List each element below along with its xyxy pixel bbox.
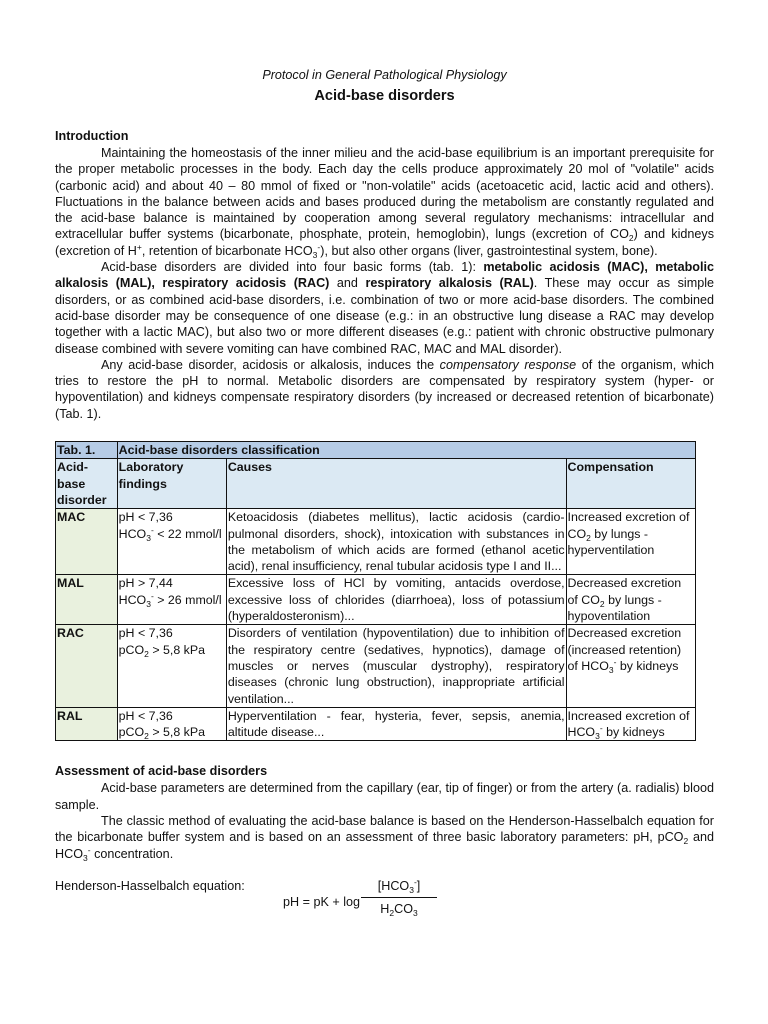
compensation-cell: Increased excretion of $HCO_3^-$ by kidneys: [566, 707, 695, 741]
equation-numerator: $[HCO_3^-]$: [377, 876, 421, 895]
lab-cell: pH < 7,36 pCO$_2$ > 5,8 kPa: [117, 707, 226, 741]
assessment-paragraph-2: The classic method of evaluating the acid-base balance is based on the Henderson-Hasselbalch equation for the bicarbonate buffer system and is based on an assessment of three basic laboratory parameters: pH, pCO$_2$ and $HCO_3^-$ concentration.: [55, 813, 715, 863]
disorder-cell: RAC: [56, 625, 118, 707]
header-compensation: Compensation: [566, 459, 695, 509]
table-label: Tab. 1.: [56, 442, 118, 459]
causes-cell: Hyperventilation - fear, hysteria, fever, sepsis, anemia, altitude disease...: [227, 708, 565, 740]
document-title: Acid-base disorders: [314, 88, 455, 104]
equation-denominator: $H_2CO_3$: [380, 901, 418, 918]
table-header-row: [56, 459, 696, 509]
assessment-heading: Assessment of acid-base disorders: [55, 764, 268, 779]
compensation-cell: Decreased excretion (increased retention) of $HCO_3^-$ by kidneys: [566, 625, 695, 707]
classification-table: [55, 441, 696, 741]
equation-label: Henderson-Hasselbalch equation:: [55, 878, 245, 893]
header-disorder: Acid-base disorder: [56, 459, 118, 509]
equation-fraction: [361, 878, 437, 917]
fraction-bar: [361, 897, 437, 898]
intro-paragraph-3: Any acid-base disorder, acidosis or alkalosis, induces the compensatory response of the organism, which tries to restore the pH to normal. Metabolic disorders are compensated by respiratory system (hyper- or hypoventilation) and kidneys compensate respiratory disorders (by increased or decreased retention of bicarbonate) (Tab. 1).: [55, 357, 715, 421]
table-row: [56, 575, 696, 625]
causes-cell: Disorders of ventilation (hypoventilation) due to inhibition of the respiratory centre (sedatives, hypnotics), damage of muscles or nerves (muscular dystrophy), respiratory diseases (chronic lung obstruction), inappropriate artificial ventilation...: [227, 626, 565, 706]
disorder-cell: MAC: [56, 509, 118, 575]
equation-block: [55, 878, 714, 938]
header-causes: Causes: [226, 459, 566, 509]
causes-cell: Excessive loss of HCl by vomiting, antacids overdose, excessive loss of chlorides (diarrhoea), loss of potassium (hyperaldosteronism)...: [227, 576, 565, 624]
table-title: Acid-base disorders classification: [117, 442, 695, 459]
document-page: [55, 66, 714, 938]
assessment-paragraph-1: Acid-base parameters are determined from the capillary (ear, tip of finger) or from the artery (a. radialis) blood sample.: [55, 781, 714, 812]
compensation-cell: Decreased excretion of $CO_2$ by lungs - hypoventilation: [566, 575, 695, 625]
equation-lhs: pH = pK + log: [283, 894, 361, 909]
header-laboratory: Laboratory findings: [117, 459, 226, 509]
lab-cell: pH > 7,44 $HCO_3^- > 26$ mmol/l: [117, 575, 226, 625]
causes-cell: Ketoacidosis (diabetes mellitus), lactic acidosis (cardio-pulmonal disorders, shock), intoxication with substances in the metabolism of which acids are formed (ethanol acetic acid), renal insufficiency, renal tubular acidosis type I and II...: [227, 510, 565, 574]
compensation-cell: Increased excretion of $CO_2$ by lungs - hyperventilation: [566, 509, 695, 575]
table-row: [56, 625, 696, 707]
intro-paragraph-1: Maintaining the homeostasis of the inner milieu and the acid-base equilibrium is an important prerequisite for the proper metabolic processes in the body. Each day the cells produce approximately 20 mol of "volatile" acids (carbonic acid) and about 40 – 80 mmol of fixed or "non-volatile" acids (acetoacetic acid, lactic acid and others). Fluctuations in the balance between acids and bases produced during the metabolism are constantly regulated and the acid-base balance is maintained by cooperation among several regulatory mechanisms: intracellular and extracellular buffer systems (bicarbonate, phosphate, protein, hemoglobin), lungs (excretion of $CO_2$) and kidneys (excretion of H+, retention of bicarbonate $HCO_3^-$), but also other organs (liver, gastrointestinal system, bone).: [55, 146, 715, 260]
table-row: [56, 509, 696, 575]
document-subtitle: Protocol in General Pathological Physiology: [262, 68, 507, 82]
lab-cell: pH < 7,36 pCO$_2$ > 5,8 kPa: [117, 625, 226, 707]
disorder-cell: RAL: [56, 707, 118, 741]
introduction-heading: Introduction: [55, 129, 129, 143]
lab-cell: pH < 7,36 $HCO_3^- < 22$ mmol/l: [117, 509, 226, 575]
intro-paragraph-2: Acid-base disorders are divided into four basic forms (tab. 1): metabolic acidosis (MAC), metabolic alkalosis (MAL), respiratory acidosis (RAC) and respiratory alkalosis (RAL). These may occur as simple disorders, or as combined acid-base disorders, i.e. combination of two or more acid-base disorders. The combined acid-base disorder may be consequence of one disease (e.g.: in an obstructive lung disease a RAC may develop together with a lactic MAC), but also two or more different diseases (e.g.: patient with chronic obstructive pulmonary disease combined with severe vomiting can have combined RAC, MAC and MAL disorder).: [55, 260, 714, 356]
table-caption-row: [56, 442, 696, 459]
disorder-cell: MAL: [56, 575, 118, 625]
table-row: [56, 707, 696, 741]
